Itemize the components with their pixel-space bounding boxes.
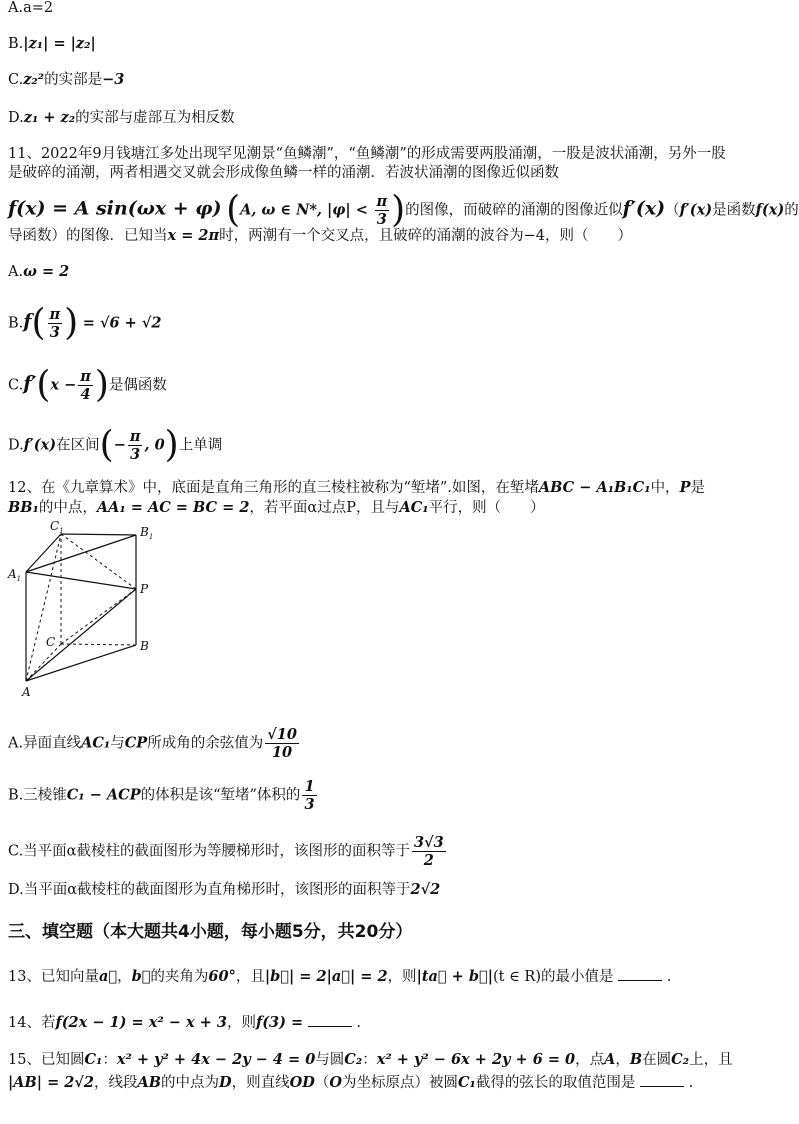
edge-c1-b1	[61, 534, 136, 535]
edge-a-p	[26, 589, 136, 681]
q12-option-a: A.异面直线AC₁与CP所成角的余弦值为 $\frac{√10}{10}$	[8, 726, 297, 761]
fraction: $\frac{1}{3}$	[304, 778, 315, 813]
label-c1: $C_1$	[50, 519, 64, 535]
edge-a1-p	[26, 572, 136, 589]
prism-figure	[6, 516, 166, 700]
q11-option-c: C.f′(x − $\frac{\pi}{4}$ )是偶函数	[8, 364, 167, 406]
fraction: $\frac{\pi}{3}$	[49, 306, 61, 341]
q12-option-b: B.三棱锥C₁ − ACP的体积是该“堑堵”体积的 $\frac{1}{3}$	[8, 778, 315, 813]
q15-line1: 15、已知圆C₁：x² + y² + 4x − 2y − 4 = 0与圆C₂：x² + y² − 6x + 2y + 6 = 0，点A，B在圆C₂上，且	[8, 1051, 733, 1068]
q12-stem-line2: BB₁的中点，AA₁ = AC = BC = 2，若平面α过点P，且与AC₁平行，则（ ）	[8, 499, 545, 516]
edge-c-p	[61, 589, 136, 644]
q10-option-c: C.z₂²的实部是−3	[8, 71, 125, 88]
q10-option-a: A.a=2	[8, 0, 54, 16]
edge-c1-p	[61, 534, 136, 589]
answer-blank	[640, 1072, 684, 1087]
q12-option-d: D.当平面α截棱柱的截面图形为直角梯形时，该图形的面积等于2√2	[8, 881, 441, 898]
q13: 13、已知向量a⃗，b⃗的夹角为60°，且|b⃗| = 2|a⃗| = 2，则|ta⃗ + b⃗|(t ∈ R)的最小值是 .	[8, 968, 672, 985]
q15-line2: |AB| = 2√2，线段AB的中点为D，则直线OD（O为坐标原点）被圆C₁截得的弦长的取值范围是 .	[8, 1074, 694, 1091]
label-a: A	[22, 685, 31, 699]
q11-stem-line3: f(x) = A sin(ωx + φ) (A, ω ∈ N*, |φ| < $\frac{\pi}{3}$ )的图像，而破碎的涌潮的图像近似f′(x)（f′(x)是函数f(x)的	[8, 189, 799, 231]
q11-stem-line2: 是破碎的涌潮，两者相遇交叉就会形成像鱼鳞一样的涌潮．若波状涌潮的图像近似函数	[8, 165, 559, 181]
section-heading: 三、填空题（本大题共4小题，每小题5分，共20分）	[8, 922, 413, 942]
fraction: $\frac{\pi}{4}$	[80, 368, 91, 403]
label-b: B	[140, 639, 149, 653]
label-p: P	[140, 582, 149, 596]
q12-option-c: C.当平面α截棱柱的截面图形为等腰梯形时，该图形的面积等于 $\frac{3√3}{2}$	[8, 834, 444, 869]
q11-option-a: A.ω = 2	[8, 263, 70, 280]
fraction: $\frac{3√3}{2}$	[413, 834, 444, 869]
q12-stem-line1: 12、在《九章算术》中，底面是直角三角形的直三棱柱被称为“堑堵”.如图，在堑堵ABC − A₁B₁C₁中，P是	[8, 479, 705, 496]
q11-stem-line1: 11、2022年9月钱塘江多处出现罕见潮景“鱼鳞潮”，“鱼鳞潮”的形成需要两股涌潮，一股是波状涌潮，另外一股	[8, 146, 726, 162]
q11-stem-line4: 导函数）的图像．已知当x = 2π时，两潮有一个交叉点，且破碎的涌潮的波谷为−4，则（ ）	[8, 227, 632, 244]
edge-c-b	[61, 644, 136, 645]
fraction: $\frac{\pi}{3}$	[129, 428, 141, 463]
label-a1: $A_1$	[8, 567, 22, 583]
edge-a-c1	[26, 534, 61, 681]
fraction: $\frac{\pi}{3}$	[376, 193, 388, 228]
q10-option-d: D.z₁ + z₂的实部与虚部互为相反数	[8, 109, 235, 126]
q14: 14、若f(2x − 1) = x² − x + 3，则f(3) = .	[8, 1014, 362, 1031]
answer-blank	[618, 966, 662, 981]
q11-option-b: B.f( $\frac{\pi}{3}$ ) = √6 + √2	[8, 302, 162, 344]
label-b1: $B_1$	[140, 525, 154, 541]
fraction: $\frac{√10}{10}$	[267, 726, 297, 761]
label-c: C	[46, 635, 56, 649]
q10-option-b: B.|z₁| = |z₂|	[8, 35, 96, 52]
q11-option-d: D.f′(x)在区间(− $\frac{\pi}{3}$ , 0)上单调	[8, 424, 223, 466]
answer-blank	[308, 1012, 352, 1027]
